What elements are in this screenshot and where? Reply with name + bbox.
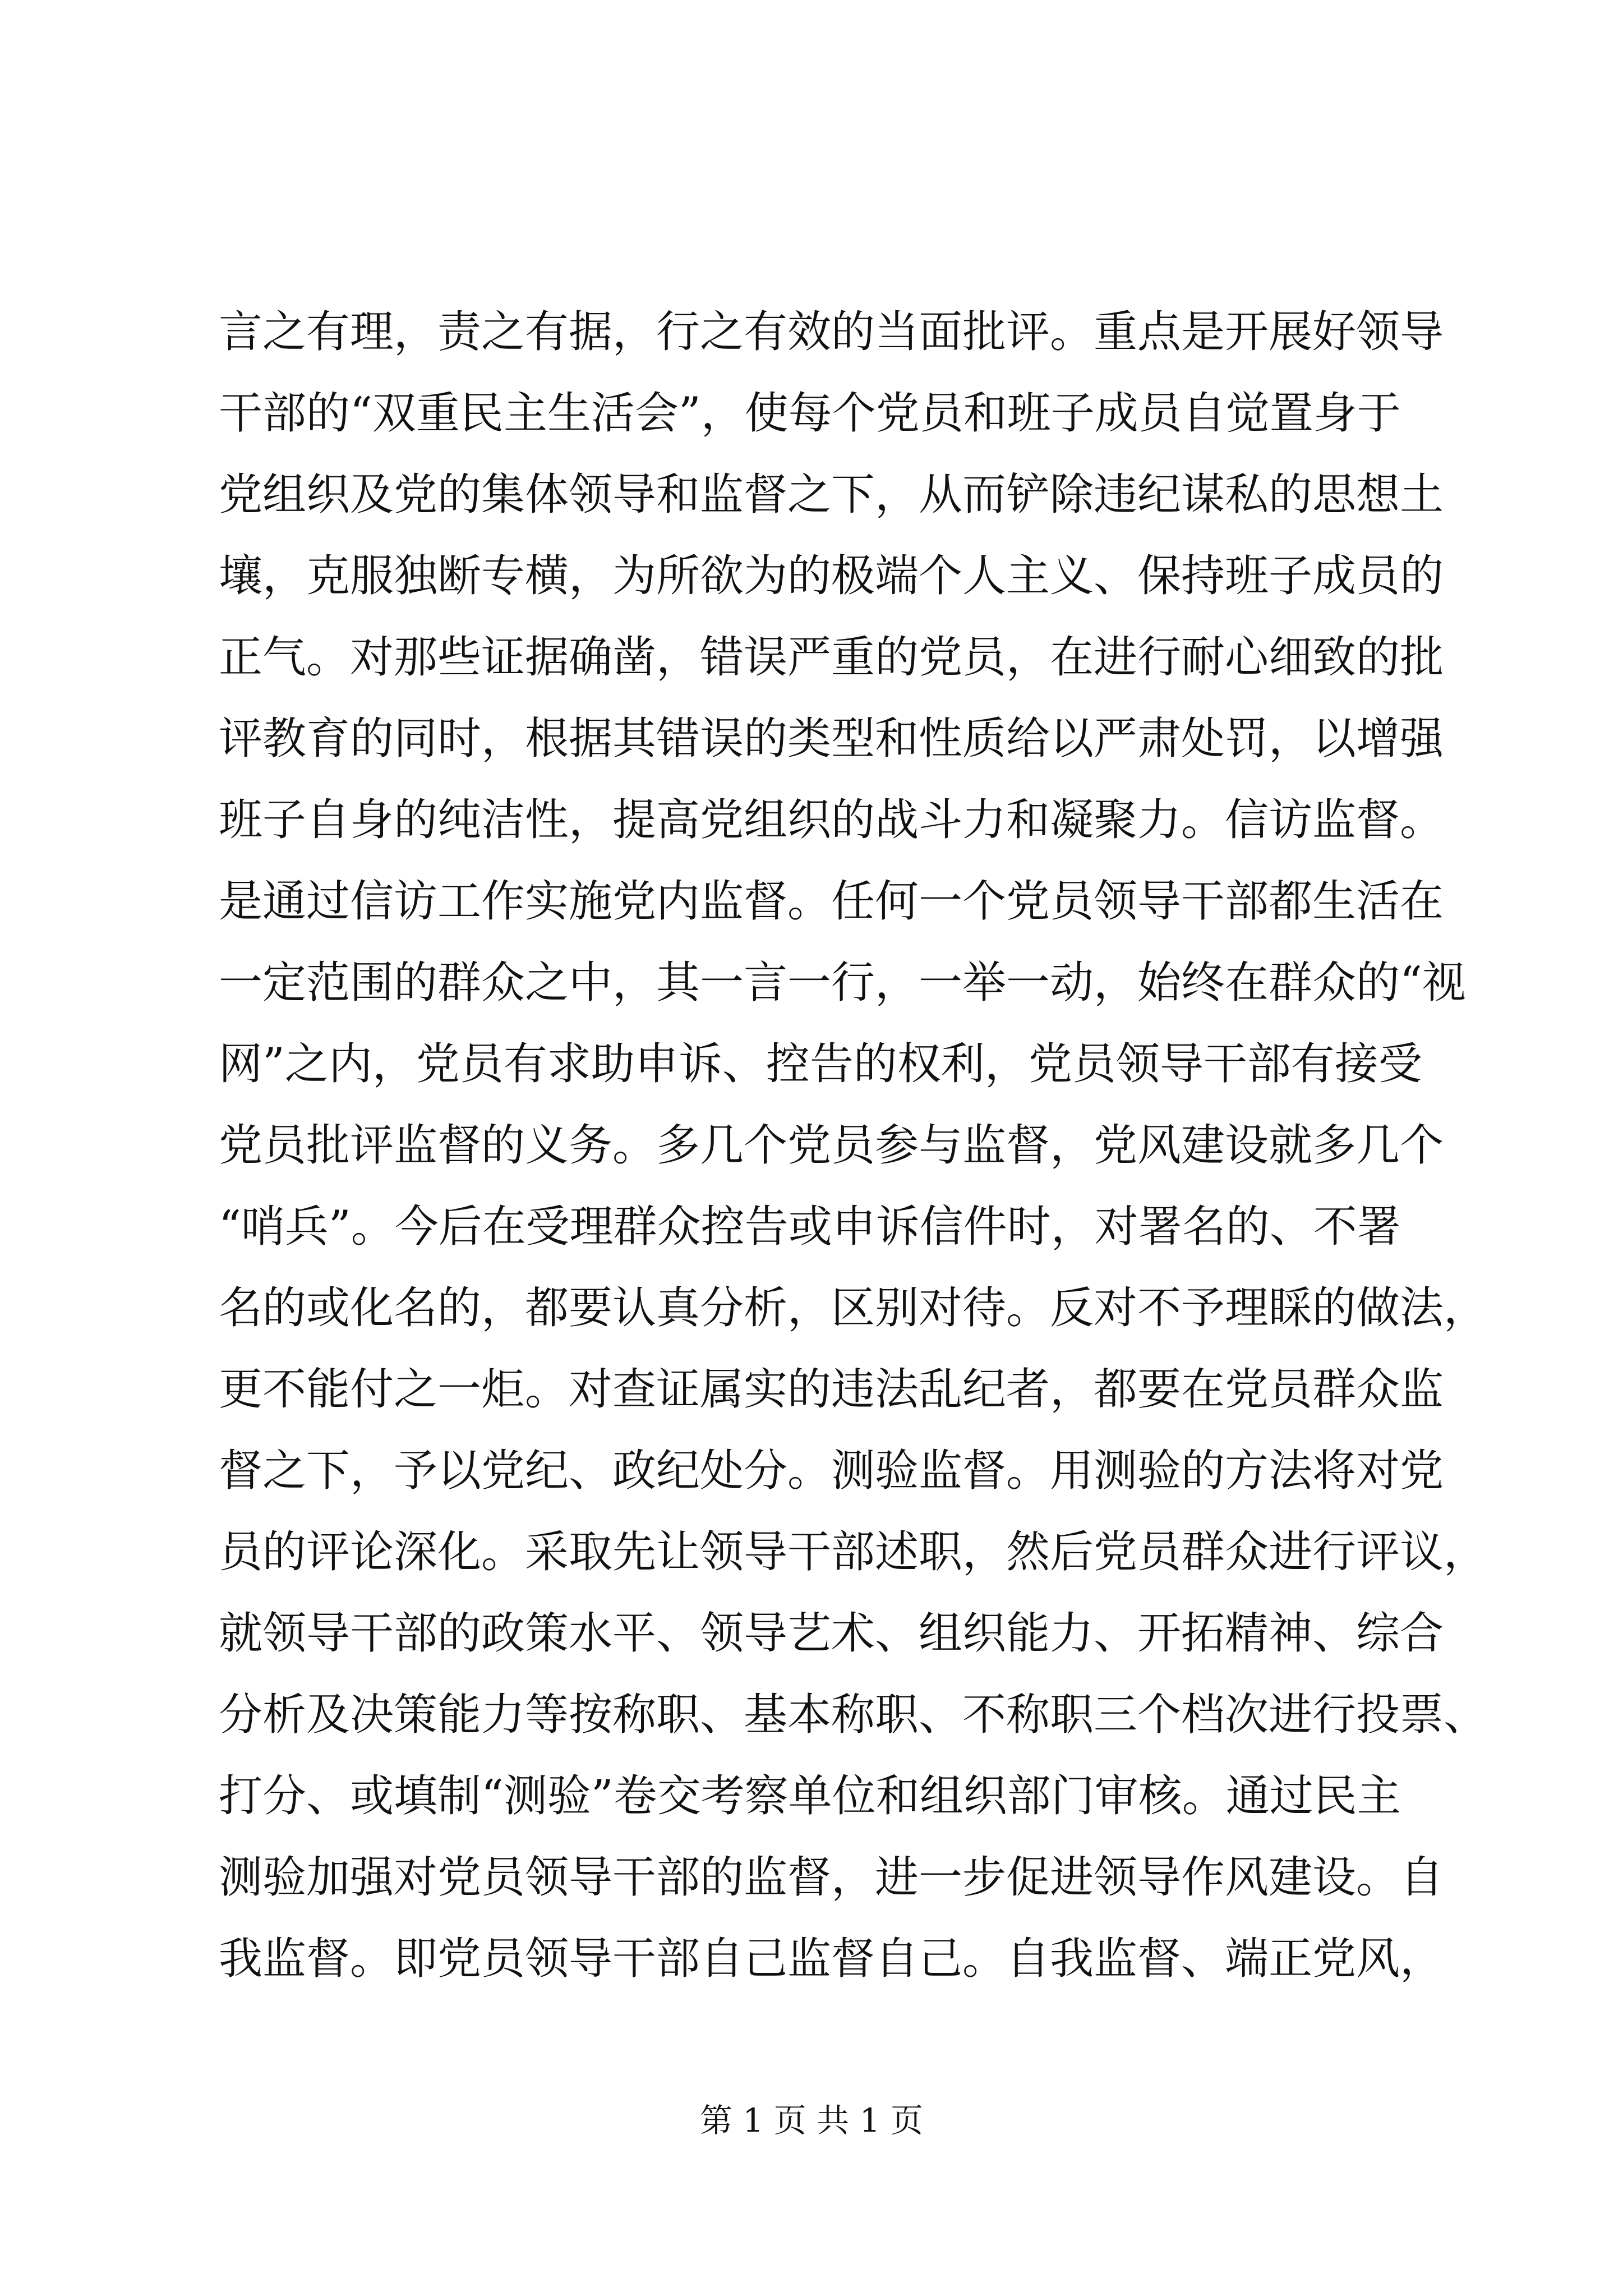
text-line: 测验加强对党员领导干部的监督，进一步促进领导作风建设。自 xyxy=(219,1852,1444,1903)
text-line: 就领导干部的政策水平、领导艺术、组织能力、开拓精神、综合 xyxy=(219,1608,1444,1659)
text-line: 更不能付之一炬。对查证属实的违法乱纪者，都要在党员群众监 xyxy=(219,1364,1444,1415)
text-line: “哨兵”。今后在受理群众控告或申诉信件时，对署名的、不署 xyxy=(219,1202,1401,1252)
text-line: 网”之内，党员有求助申诉、控告的权利，党员领导干部有接受 xyxy=(219,1039,1422,1089)
text-line: 正气。对那些证据确凿，错误严重的党员，在进行耐心细致的批 xyxy=(219,632,1444,683)
text-line: 分析及决策能力等按称职、基本称职、不称职三个档次进行投票、 xyxy=(219,1690,1488,1740)
body-text xyxy=(219,292,1488,2000)
text-line: 名的或化名的，都要认真分析，区别对待。反对不予理睬的做法， xyxy=(219,1283,1488,1333)
text-line: 我监督。即党员领导干部自己监督自己。自我监督、端正党风， xyxy=(219,1934,1444,1984)
text-line: 督之下，予以党纪、政纪处分。测验监督。用测验的方法将对党 xyxy=(219,1446,1444,1496)
text-line: 言之有理，责之有据，行之有效的当面批评。重点是开展好领导 xyxy=(219,307,1444,357)
page-footer xyxy=(0,2098,1623,2143)
text-line: 党组织及党的集体领导和监督之下，从而铲除违纪谋私的思想土 xyxy=(219,470,1444,520)
text-line: 干部的“双重民主生活会”，使每个党员和班子成员自觉置身于 xyxy=(219,388,1401,439)
text-line: 是通过信访工作实施党内监督。任何一个党员领导干部都生活在 xyxy=(219,876,1444,927)
text-line: 班子自身的纯洁性，提高党组织的战斗力和凝聚力。信访监督。 xyxy=(219,795,1444,845)
text-line: 员的评论深化。采取先让领导干部述职，然后党员群众进行评议， xyxy=(219,1527,1488,1577)
text-line: 一定范围的群众之中，其一言一行，一举一动，始终在群众的“视 xyxy=(219,958,1466,1008)
text-line: 壤，克服独断专横，为所欲为的极端个人主义、保持班子成员的 xyxy=(219,551,1444,601)
page-number-label: 第 1 页 共 1 页 xyxy=(700,2101,923,2139)
text-line: 党员批评监督的义务。多几个党员参与监督，党风建设就多几个 xyxy=(219,1120,1444,1171)
text-line: 评教育的同时，根据其错误的类型和性质给以严肃处罚，以增强 xyxy=(219,714,1444,764)
text-line: 打分、或填制“测验”卷交考察单位和组织部门审核。通过民主 xyxy=(219,1771,1401,1821)
